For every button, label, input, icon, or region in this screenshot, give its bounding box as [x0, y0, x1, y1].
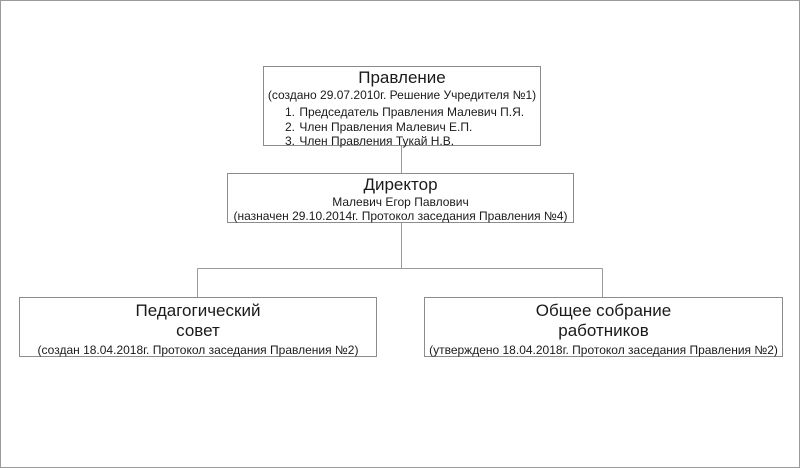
board-member-item: [285, 120, 540, 135]
pedagogical-note: (создан 18.04.2018г. Протокол заседания Правления №2): [37, 343, 359, 357]
director-note: (назначен 29.10.2014г. Протокол заседания Правления №4): [233, 209, 568, 223]
general-assembly-box: [424, 297, 783, 357]
assembly-title-line2: работников: [558, 321, 649, 340]
board-subtitle: (создано 29.07.2010г. Решение Учредителя №1): [267, 88, 537, 102]
director-box: [227, 173, 574, 223]
pedagogical-council-box: [19, 297, 377, 357]
director-name: Малевич Егор Павлович: [332, 195, 469, 209]
pedagogical-title-line1: Педагогический: [135, 301, 261, 320]
board-member-list: [264, 105, 540, 149]
member-number: 2.: [285, 119, 296, 134]
assembly-note: (утверждено 18.04.2018г. Протокол заседания Правления №2): [429, 343, 778, 357]
board-box: [263, 66, 541, 146]
member-number: 1.: [285, 105, 296, 119]
board-title: Правление: [358, 68, 446, 87]
member-text: Член Правления Малевич Е.П.: [299, 119, 473, 134]
assembly-title-line1: Общее собрание: [535, 301, 672, 320]
member-text: Член Правления Тукай Н.В.: [299, 134, 455, 148]
director-title: Директор: [363, 175, 438, 194]
member-number: 3.: [285, 134, 296, 148]
pedagogical-title-line2: совет: [176, 321, 220, 340]
board-member-item: [285, 105, 540, 120]
member-text: Председатель Правления Малевич П.Я.: [299, 105, 525, 119]
board-member-item: [285, 134, 540, 149]
